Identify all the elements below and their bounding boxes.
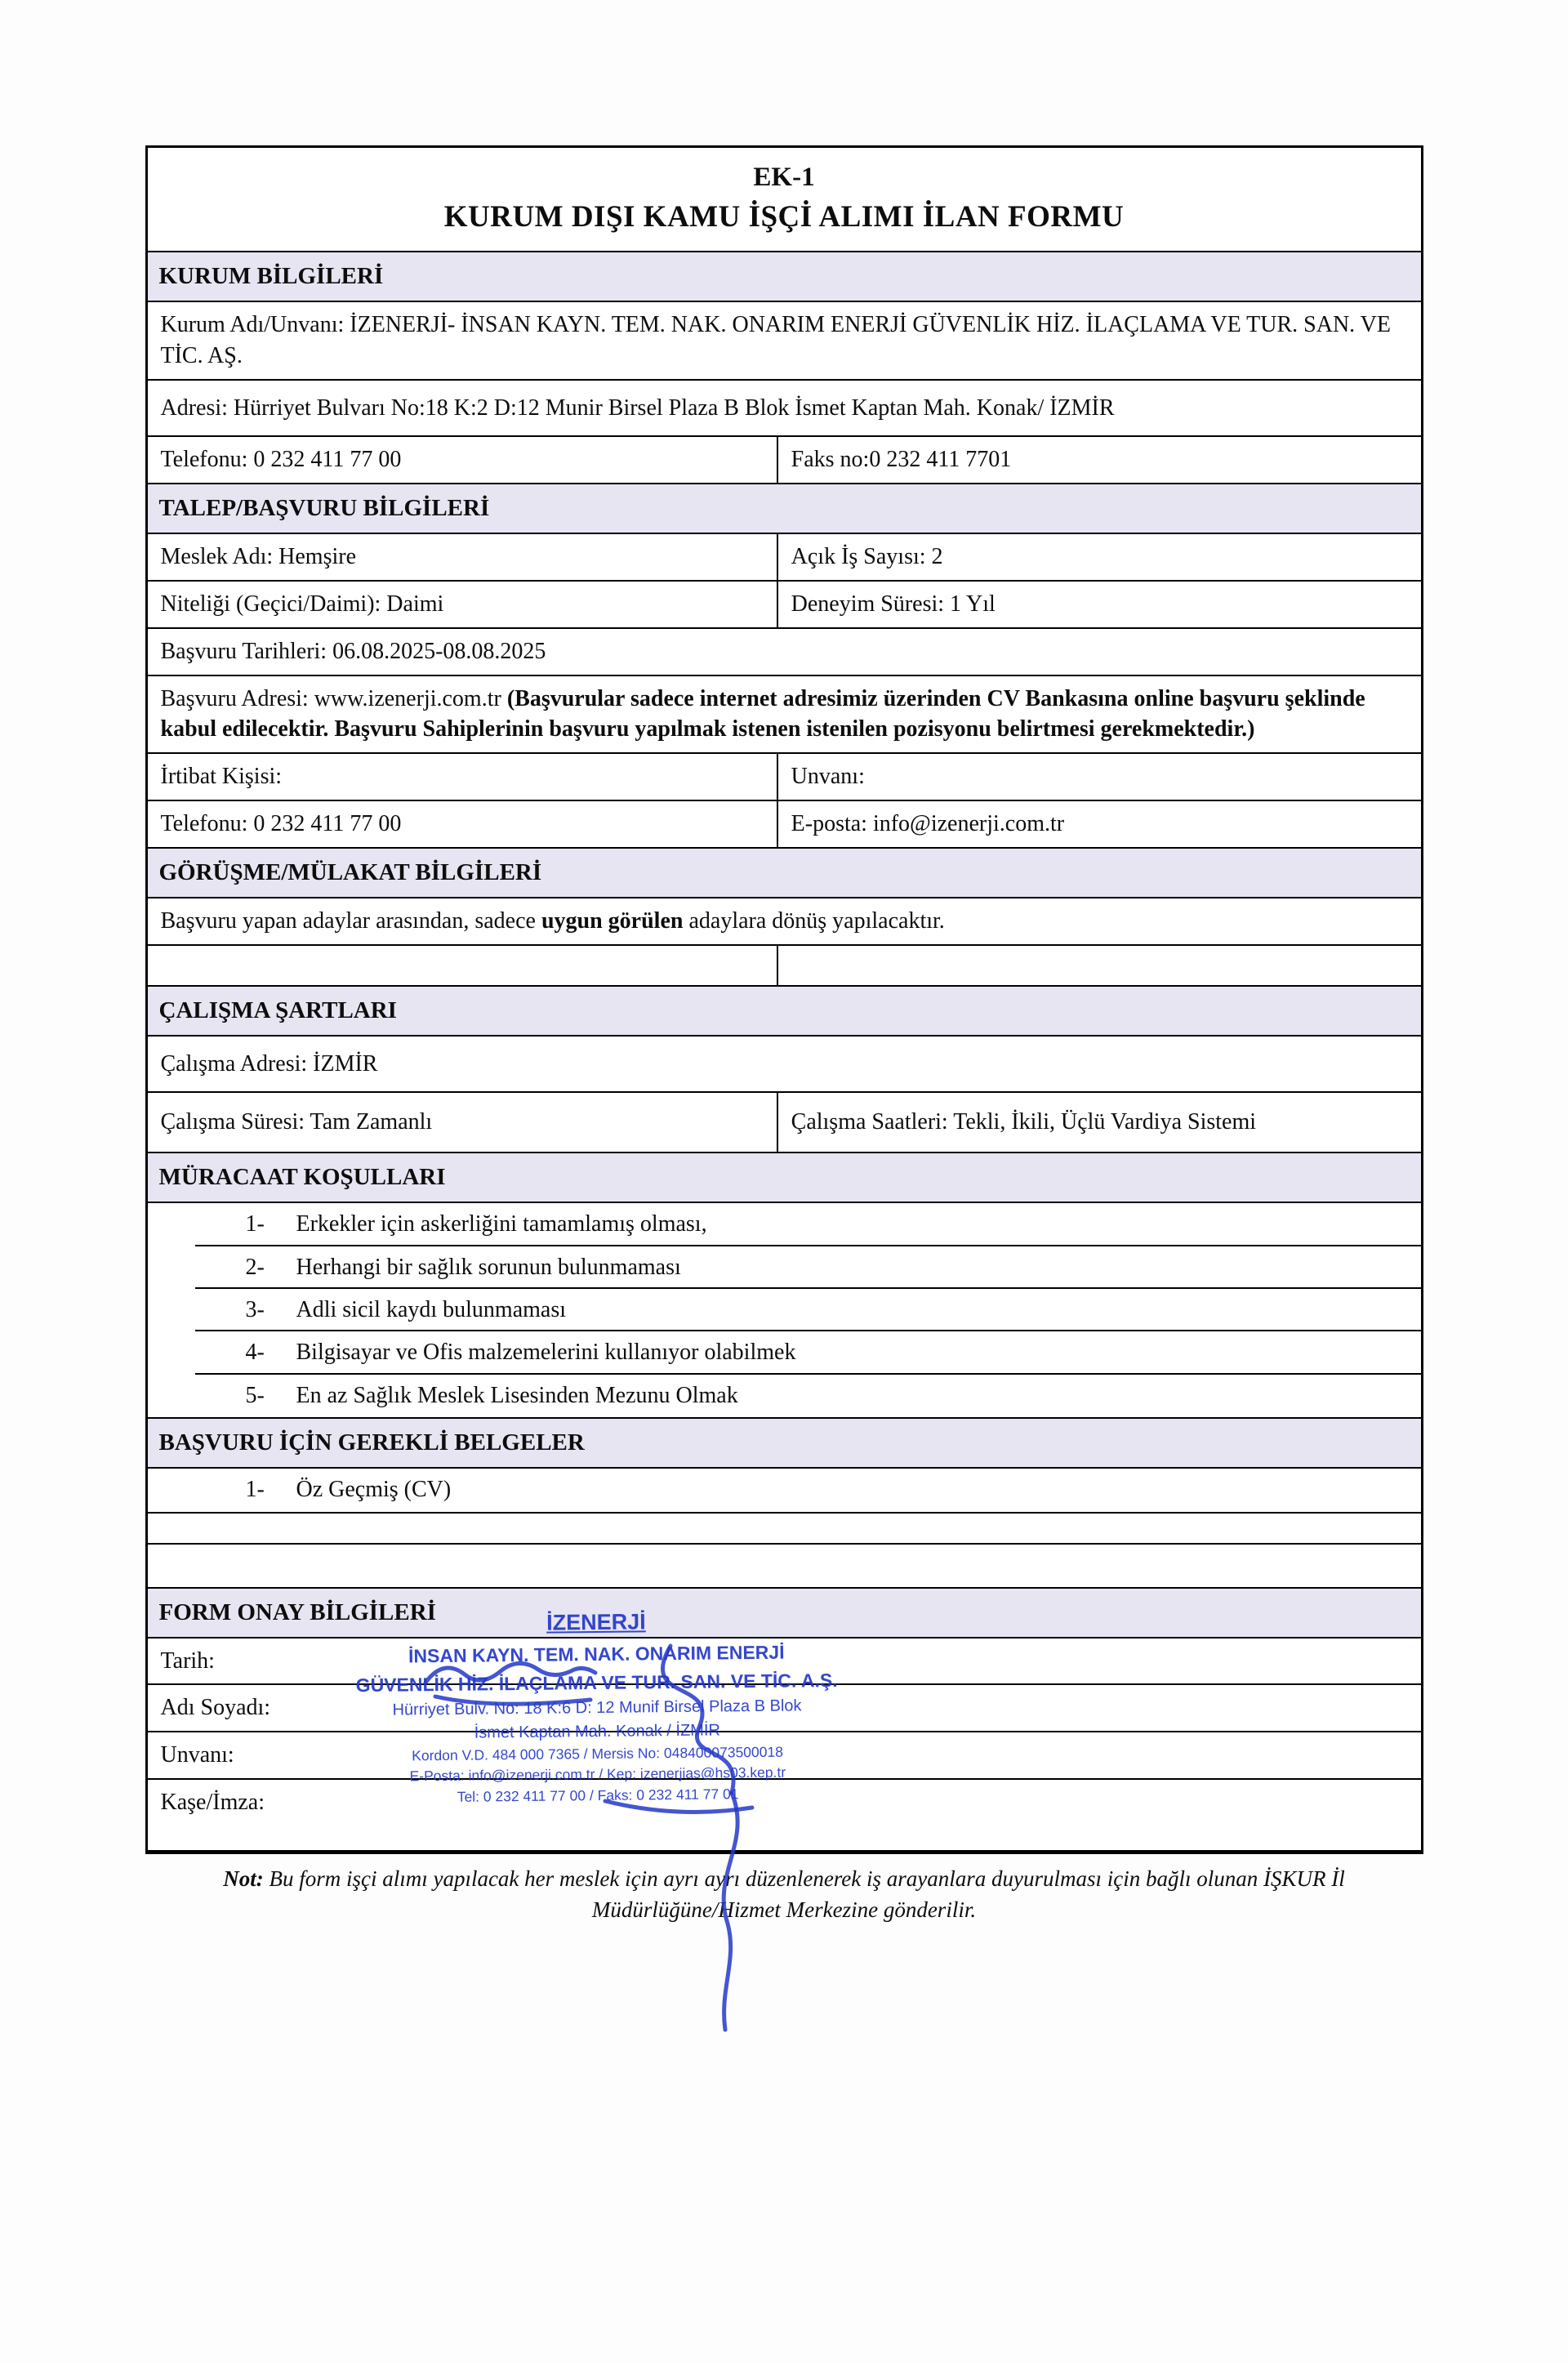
item-number: 1- bbox=[245, 1211, 265, 1237]
irtibat-telefon-field: Telefonu: 0 232 411 77 00 bbox=[160, 810, 402, 836]
deneyim-suresi-field: Deneyim Süresi: 1 Yıl bbox=[777, 582, 1421, 627]
muracaat-item-4 bbox=[148, 1331, 1421, 1374]
form-code: EK-1 bbox=[753, 163, 815, 192]
tarih-row: Tarih: bbox=[148, 1638, 1421, 1686]
unvani-row: Unvanı: bbox=[148, 1732, 1421, 1780]
item-number: 4- bbox=[245, 1340, 265, 1366]
stamp-company-name: İZENERJİ bbox=[546, 1608, 646, 1635]
basvuru-adresi-field bbox=[148, 676, 1421, 755]
meslek-acikis-row bbox=[148, 534, 1421, 582]
kurum-adresi-field: Adresi: Hürriyet Bulvarı No:18 K:2 D:12 Munir Birsel Plaza B Blok İsmet Kaptan Mah. Konak/ İZMİR bbox=[148, 381, 1421, 438]
item-text: Adli sicil kaydı bulunmaması bbox=[296, 1296, 567, 1322]
section-header-form-onay: FORM ONAY BİLGİLERİ bbox=[148, 1589, 1421, 1638]
kurum-faks-field: Faks no:0 232 411 7701 bbox=[777, 437, 1421, 483]
form-title-block bbox=[148, 148, 1421, 252]
section-header-talep-basvuru: TALEP/BAŞVURU BİLGİLERİ bbox=[148, 484, 1421, 534]
kase-imza-row: Kaşe/İmza: bbox=[148, 1780, 1421, 1852]
item-text: Herhangi bir sağlık sorunun bulunmaması bbox=[296, 1254, 681, 1280]
niteligi-field: Niteliği (Geçici/Daimi): Daimi bbox=[160, 591, 444, 617]
stamp-line: İsmet Kaptan Mah. Konak / İZMİR bbox=[474, 1720, 720, 1742]
section-header-gerekli-belgeler: BAŞVURU İÇİN GEREKLİ BELGELER bbox=[148, 1419, 1421, 1469]
item-text: Bilgisayar ve Ofis malzemelerini kullanıyor olabilmek bbox=[296, 1340, 796, 1366]
note-text: Bu form işçi alımı yapılacak her meslek için ayrı ayrı düzenlenerek iş arayanlara duyurulması için bağlı olunan İŞKUR İl Müdürlüğüne/Hizmet Merkezine gönderilir. bbox=[263, 1866, 1345, 1922]
item-text: En az Sağlık Meslek Lisesinden Mezunu Olmak bbox=[296, 1382, 738, 1408]
meslek-adi-field: Meslek Adı: Hemşire bbox=[160, 544, 357, 570]
stamp-line: GÜVENLİK HİZ. İLAÇLAMA VE TUR. SAN. VE TİC. A.Ş. bbox=[355, 1668, 838, 1696]
calisma-saatleri-field: Çalışma Saatleri: Tekli, İkili, Üçlü Vardiya Sistemi bbox=[777, 1093, 1421, 1152]
empty-cell-right bbox=[777, 946, 1421, 985]
belge-item-1 bbox=[148, 1469, 1421, 1513]
note-label: Not: bbox=[223, 1866, 264, 1891]
empty-row-medium bbox=[148, 1545, 1421, 1589]
scanned-form-page bbox=[0, 145, 1568, 2363]
gorusme-text-bold: uygun görülen bbox=[541, 907, 684, 934]
footer-note bbox=[200, 1864, 1368, 1926]
calisma-sure-saat-row bbox=[148, 1093, 1421, 1153]
muracaat-item-2 bbox=[148, 1246, 1421, 1289]
gorusme-text-prefix: Başvuru yapan adaylar arasından, sadece bbox=[160, 907, 541, 934]
empty-divided-row bbox=[148, 946, 1421, 987]
acik-is-sayisi-field: Açık İş Sayısı: 2 bbox=[777, 534, 1421, 580]
stamp-line: İNSAN KAYN. TEM. NAK. ONARIM ENERJİ bbox=[408, 1641, 785, 1666]
section-header-gorusme-mulakat: GÖRÜŞME/MÜLAKAT BİLGİLERİ bbox=[148, 849, 1421, 898]
section-header-kurum-bilgileri: KURUM BİLGİLERİ bbox=[148, 252, 1421, 302]
gorusme-text-suffix: adaylara dönüş yapılacaktır. bbox=[683, 907, 945, 934]
stamp-line: Tel: 0 232 411 77 00 / Faks: 0 232 411 77 01 bbox=[457, 1785, 739, 1805]
item-number: 2- bbox=[245, 1254, 265, 1280]
muracaat-item-5 bbox=[148, 1375, 1421, 1419]
irtibat-unvan-field: Unvanı: bbox=[777, 754, 1421, 800]
nitelik-deneyim-row bbox=[148, 582, 1421, 629]
item-text: Erkekler için askerliğini tamamlamış olması, bbox=[296, 1211, 707, 1237]
basvuru-tarihleri-field: Başvuru Tarihleri: 06.08.2025-08.08.2025 bbox=[148, 629, 1421, 676]
empty-row-small bbox=[148, 1514, 1421, 1545]
page-title: KURUM DIŞI KAMU İŞÇİ ALIMI İLAN FORMU bbox=[443, 200, 1125, 234]
calisma-suresi-field: Çalışma Süresi: Tam Zamanlı bbox=[160, 1109, 433, 1135]
irtibat-kisisi-field: İrtibat Kişisi: bbox=[160, 764, 283, 790]
stamp-line: Hürriyet Bulv. No: 18 K:6 D: 12 Munif Birsel Plaza B Blok bbox=[391, 1696, 802, 1719]
gorusme-aciklama-field bbox=[148, 898, 1421, 946]
telefon-eposta-row bbox=[148, 801, 1421, 849]
muracaat-item-3 bbox=[148, 1289, 1421, 1331]
kurum-adi-unvani-field: Kurum Adı/Unvanı: İZENERJİ- İNSAN KAYN. TEM. NAK. ONARIM ENERJİ GÜVENLİK HİZ. İLAÇLAMA VE TUR. SAN. VE TİC. AŞ. bbox=[148, 302, 1421, 381]
stamp-line: E-Posta: info@izenerji.com.tr / Kep: izenerjias@hs03.kep.tr bbox=[408, 1763, 786, 1785]
muracaat-item-1 bbox=[148, 1203, 1421, 1246]
item-number: 1- bbox=[245, 1477, 265, 1503]
stamp-line: Kordon V.D. 484 000 7365 / Mersis No: 048400073500018 bbox=[411, 1743, 783, 1763]
irtibat-eposta-field: E-posta: info@izenerji.com.tr bbox=[777, 801, 1421, 847]
section-header-calisma-sartlari: ÇALIŞMA ŞARTLARI bbox=[148, 987, 1421, 1037]
basvuru-adresi-prefix: Başvuru Adresi: www.izenerji.com.tr bbox=[160, 685, 507, 711]
item-number: 3- bbox=[245, 1296, 265, 1322]
calisma-adresi-field: Çalışma Adresi: İZMİR bbox=[148, 1037, 1421, 1094]
basvuru-adresi-bold-text: (Başvurular sadece internet adresimiz üzerinden CV Bankasına online başvuru şeklinde kabul edilecektir. Başvuru Sahiplerinin başvuru yapılmak istenen istenilen pozisyonu belirtmesi gerekmektedir.) bbox=[160, 685, 1365, 742]
item-text: Öz Geçmiş (CV) bbox=[296, 1477, 452, 1503]
kurum-telefon-field: Telefonu: 0 232 411 77 00 bbox=[160, 447, 402, 473]
empty-cell-left bbox=[148, 946, 777, 985]
adi-soyadi-row: Adı Soyadı: bbox=[148, 1685, 1421, 1732]
telefon-faks-row bbox=[148, 437, 1421, 484]
recruitment-form bbox=[145, 145, 1423, 1854]
section-header-muracaat-kosullari: MÜRACAAT KOŞULLARI bbox=[148, 1153, 1421, 1203]
form-onay-section bbox=[148, 1589, 1421, 1852]
irtibat-unvan-row bbox=[148, 754, 1421, 801]
item-number: 5- bbox=[245, 1382, 265, 1408]
